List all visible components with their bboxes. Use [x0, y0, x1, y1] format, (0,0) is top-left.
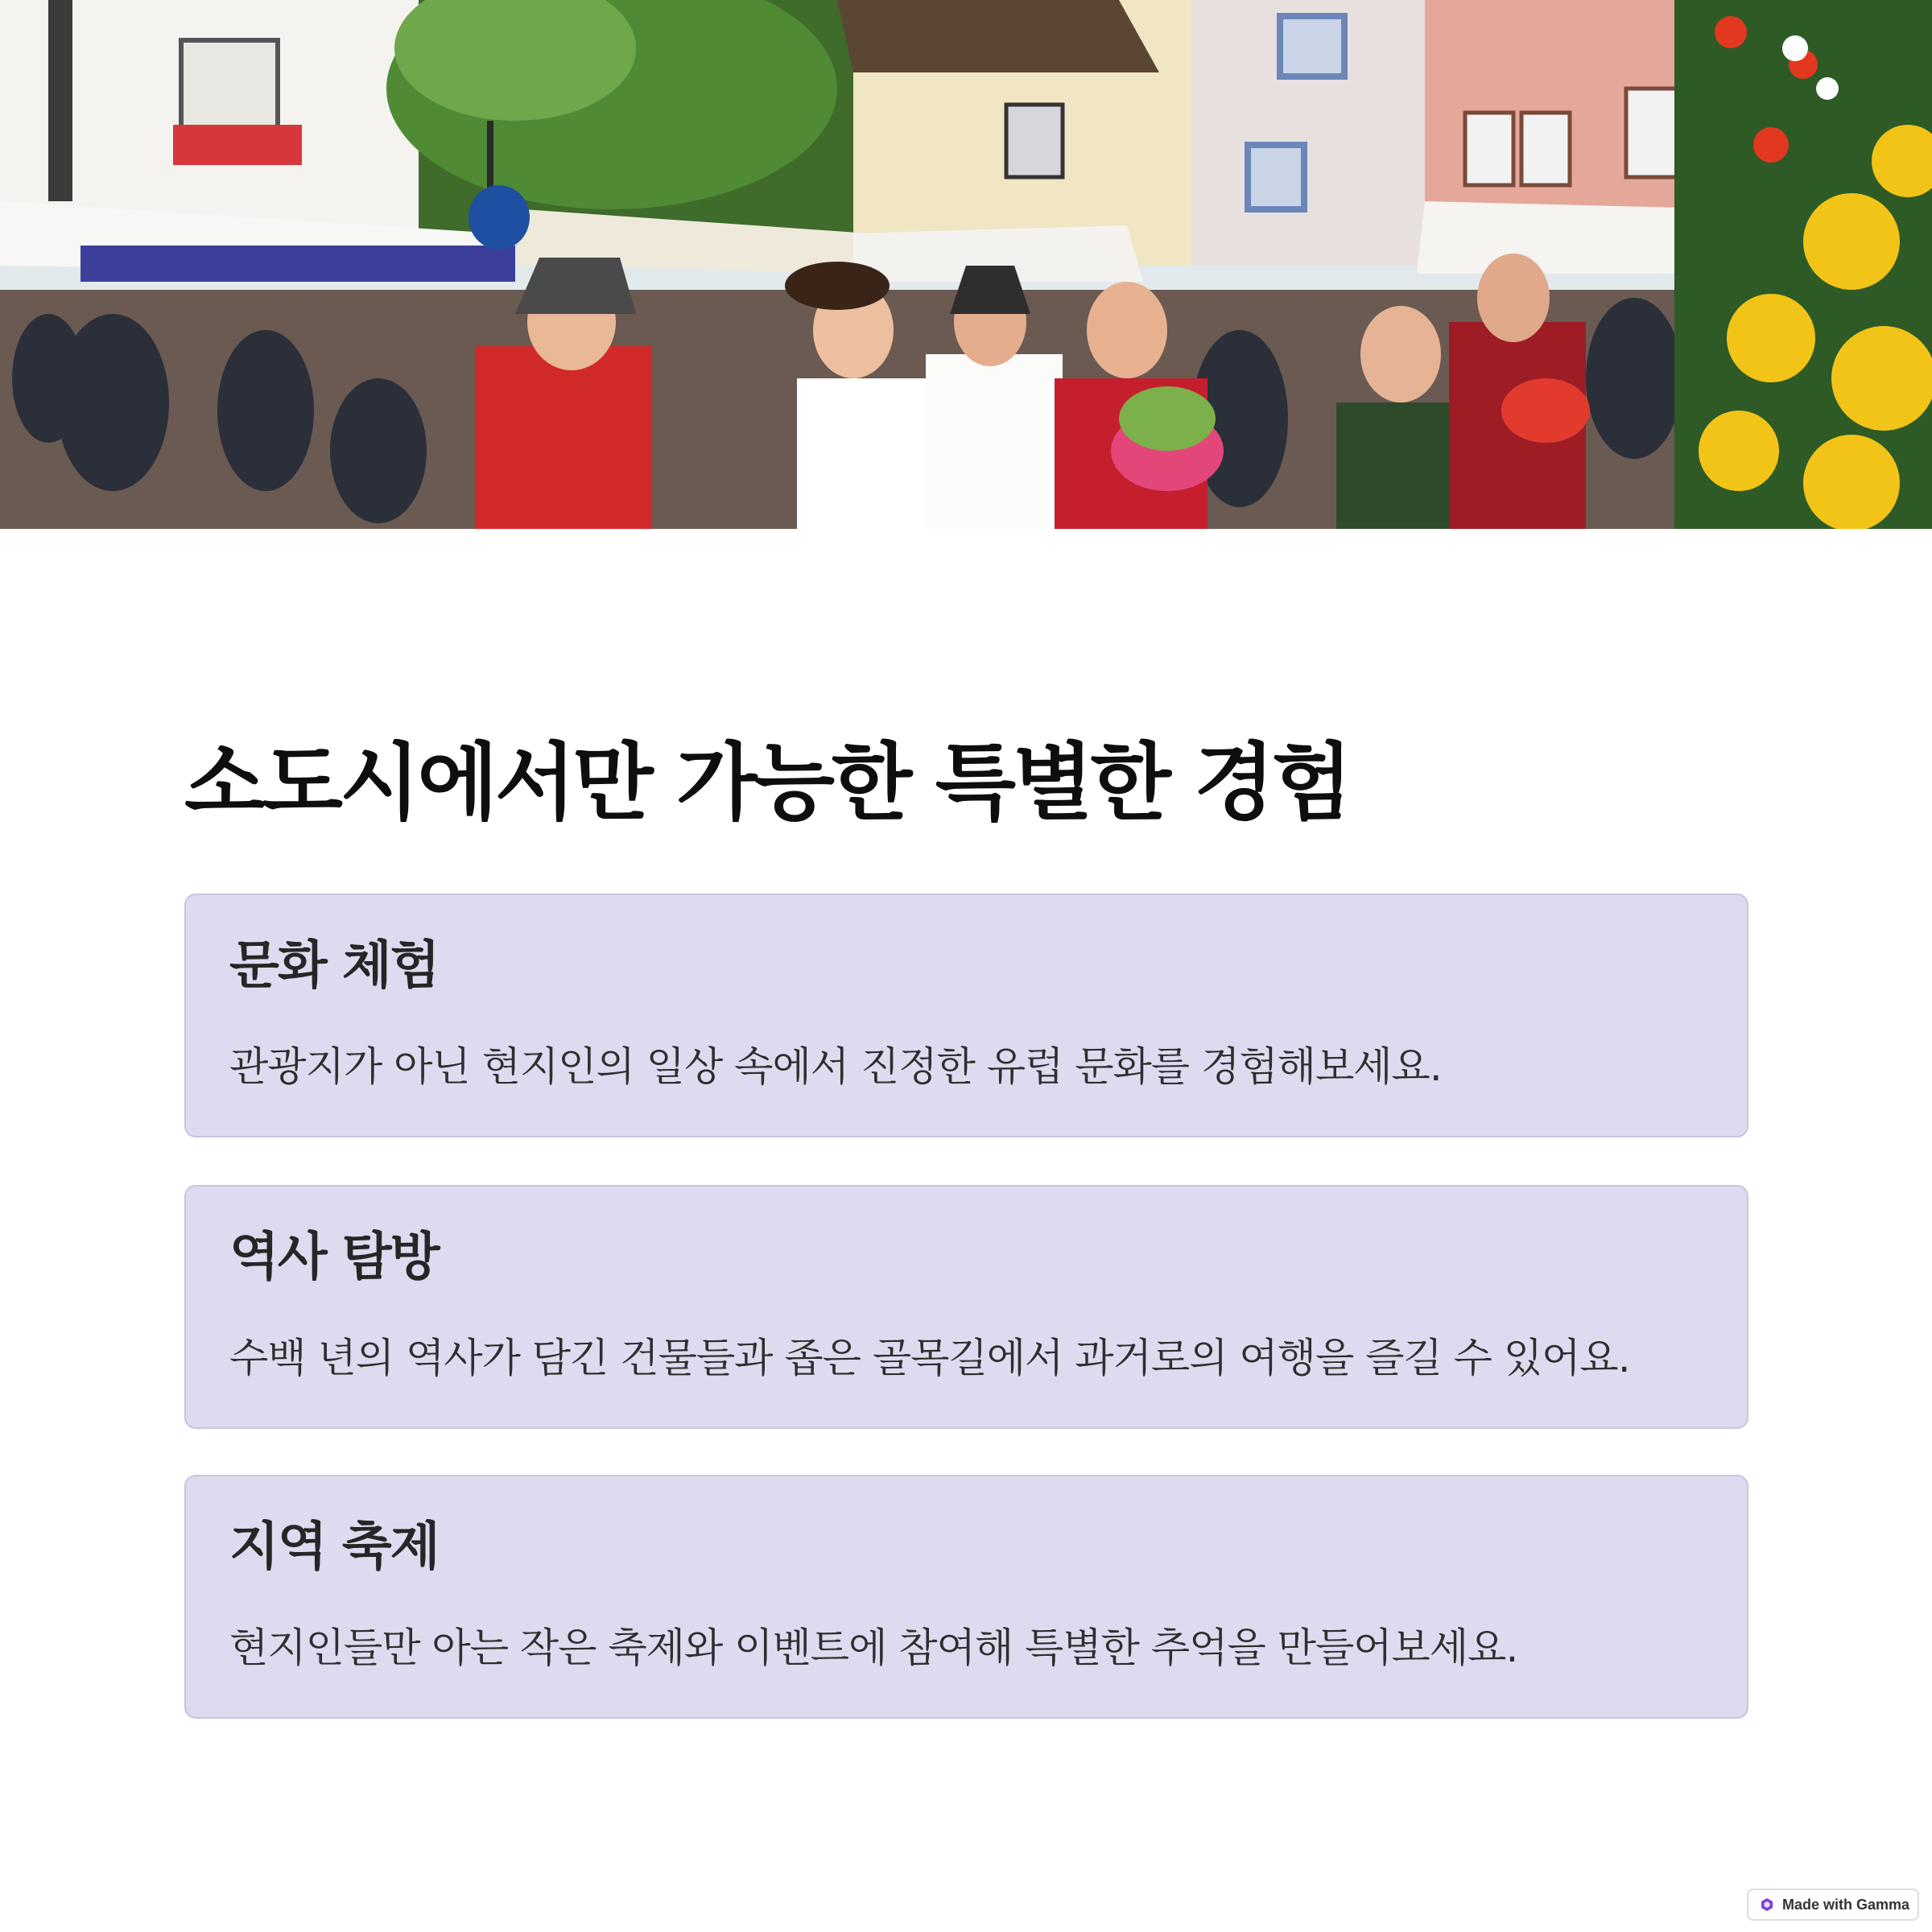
card-heading: 역사 탐방 — [229, 1228, 439, 1287]
card-heading: 지역 축제 — [229, 1517, 439, 1577]
card-heading: 문화 체험 — [229, 936, 439, 996]
card-text: 관광지가 아닌 현지인의 일상 속에서 진정한 유럽 문화를 경험해보세요. — [229, 1043, 1442, 1090]
card-festival — [184, 1475, 1748, 1719]
card-history — [184, 1185, 1748, 1429]
page-title: 소도시에서만 가능한 특별한 경험 — [184, 733, 1350, 832]
card-culture — [184, 894, 1748, 1137]
festival-street-illustration — [0, 0, 1932, 529]
card-text: 수백 년의 역사가 담긴 건물들과 좁은 골목길에서 과거로의 여행을 즐길 수 있어요. — [229, 1335, 1630, 1381]
gamma-logo-icon — [1760, 1897, 1774, 1912]
made-with-gamma-badge[interactable] — [1747, 1889, 1919, 1921]
hero-image — [0, 0, 1932, 529]
card-text: 현지인들만 아는 작은 축제와 이벤트에 참여해 특별한 추억을 만들어보세요. — [229, 1624, 1518, 1671]
badge-label: Made with Gamma — [1782, 1896, 1910, 1913]
